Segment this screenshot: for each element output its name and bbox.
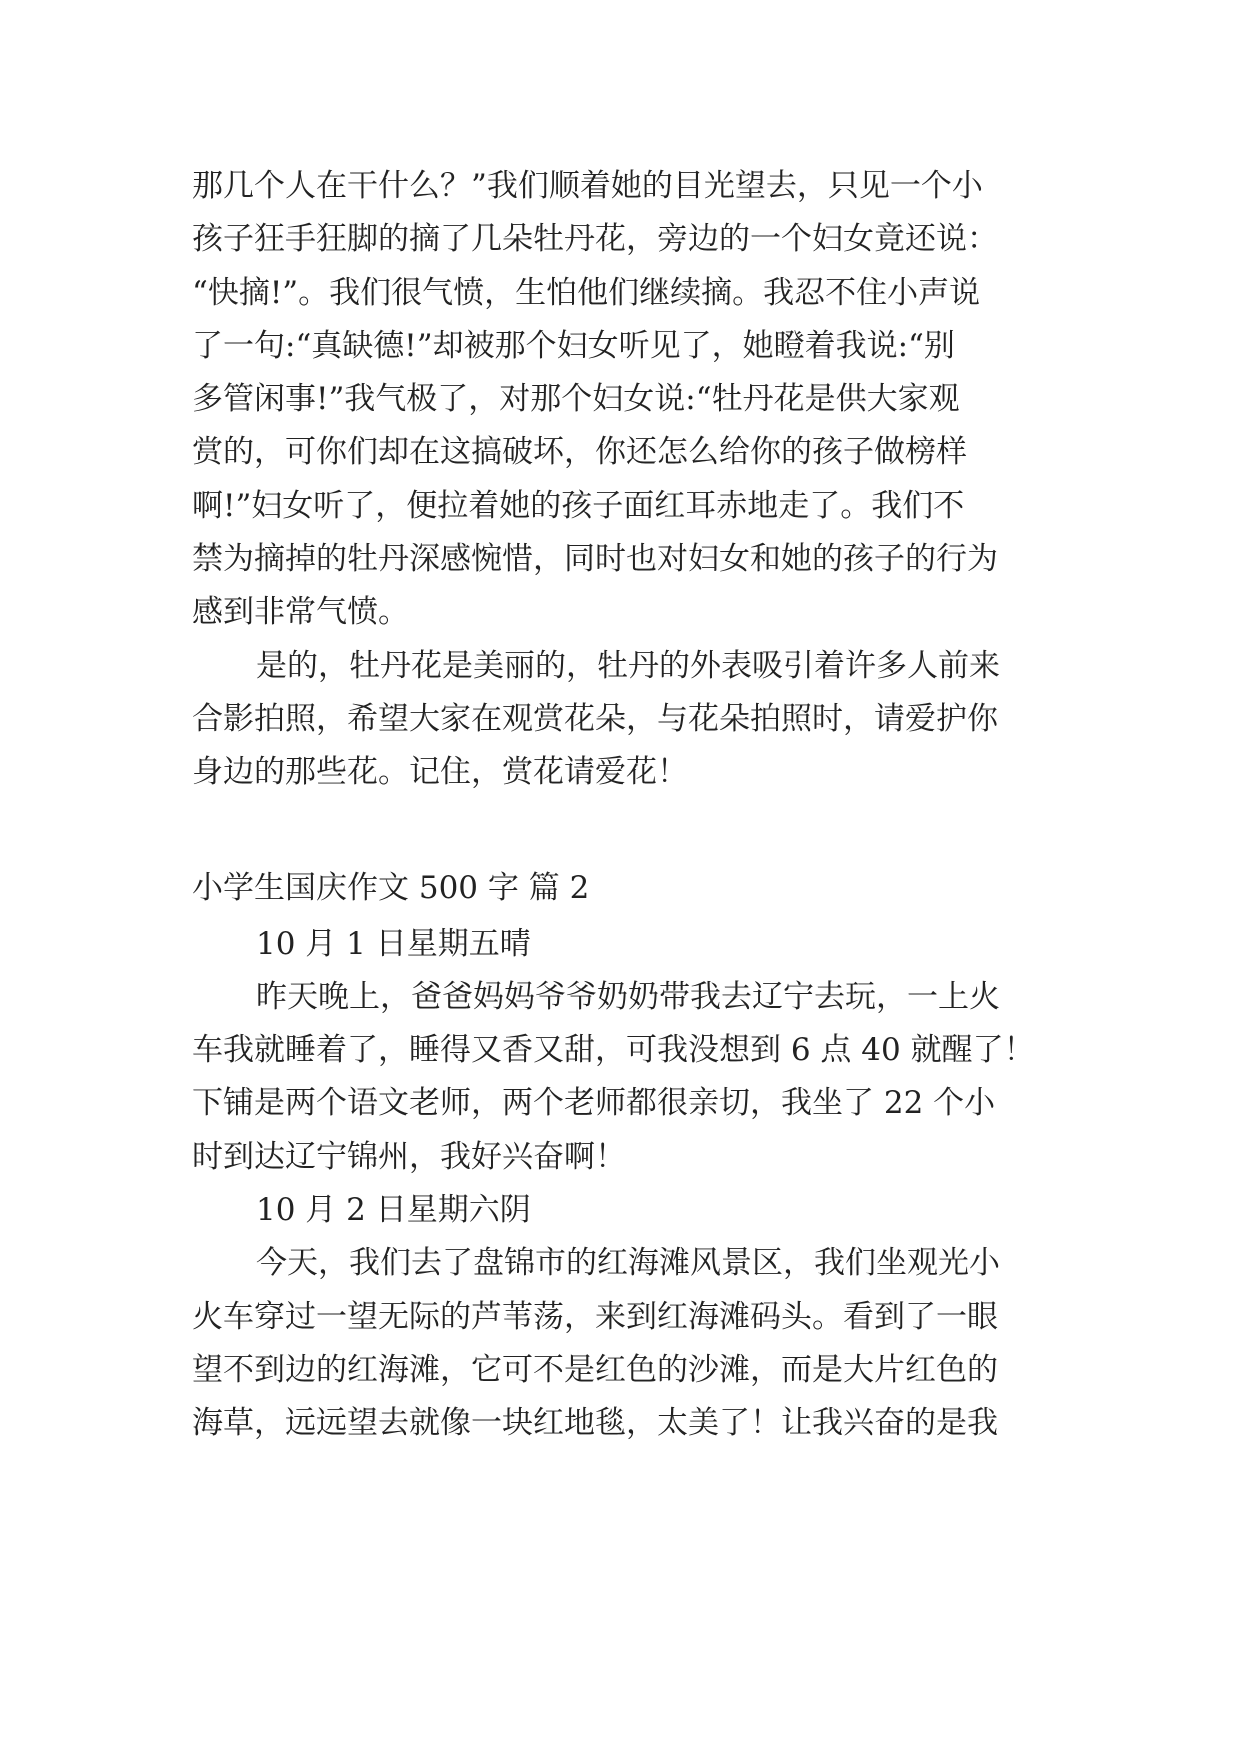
text-line: 望不到边的红海滩，它可不是红色的沙滩，而是大片红色的 [192,1351,998,1388]
diary-entry-1 [192,918,1058,1184]
essay-heading: 小学生国庆作文 500 字 篇 2 [192,869,590,906]
text-line: 合影拍照，希望大家在观赏花朵，与花朵拍照时，请爱护你 [192,700,998,737]
text-line: 了一句:“真缺德!”却被那个妇女听见了，她瞪着我说:“别 [192,327,955,364]
text-line: 时到达辽宁锦州，我好兴奋啊！ [192,1138,626,1175]
text-line: “快摘!”。我们很气愤，生怕他们继续摘。我忍不住小声说 [192,274,981,311]
diary-entry-2 [192,1184,1058,1450]
text-line: 火车穿过一望无际的芦苇荡，来到红海滩码头。看到了一眼 [192,1298,998,1335]
text-line: 多管闲事!”我气极了，对那个妇女说:“牡丹花是供大家观 [192,381,960,418]
text-line: 那几个人在干什么？”我们顺着她的目光望去，只见一个小 [192,168,983,204]
text-line: 赏的，可你们却在这搞破坏，你还怎么给你的孩子做榜样 [192,434,967,471]
text-line: 禁为摘掉的牡丹深感惋惜，同时也对妇女和她的孩子的行为 [192,541,998,578]
diary-date: 10 月 2 日星期六阴 [256,1192,531,1229]
text-line: 海草，远远望去就像一块红地毯，太美了！让我兴奋的是我 [192,1405,998,1442]
diary-date: 10 月 1 日星期五晴 [256,925,531,962]
text-line: 孩子狂手狂脚的摘了几朵牡丹花，旁边的一个妇女竟还说： [192,221,998,258]
text-line: 今天，我们去了盘锦市的红海滩风景区，我们坐观光小 [256,1245,1000,1282]
paragraph-conclusion [192,640,1058,800]
text-line: 昨天晚上，爸爸妈妈爷爷奶奶带我去辽宁去玩，一上火 [256,978,1000,1015]
text-line: 感到非常气愤。 [192,594,409,631]
paragraph-peony-story [192,160,1058,640]
text-line: 是的，牡丹花是美丽的，牡丹的外表吸引着许多人前来 [256,647,1000,684]
document-page [192,160,1058,1451]
text-line: 车我就睡着了，睡得又香又甜，可我没想到 6 点 40 就醒了！ [192,1032,1035,1069]
text-line: 啊!”妇女听了，便拉着她的孩子面红耳赤地走了。我们不 [192,487,965,524]
section-gap [192,800,1058,862]
text-line: 下铺是两个语文老师，两个老师都很亲切，我坐了 22 个小 [192,1085,996,1122]
text-line: 身边的那些花。记住，赏花请爱花！ [192,754,688,791]
